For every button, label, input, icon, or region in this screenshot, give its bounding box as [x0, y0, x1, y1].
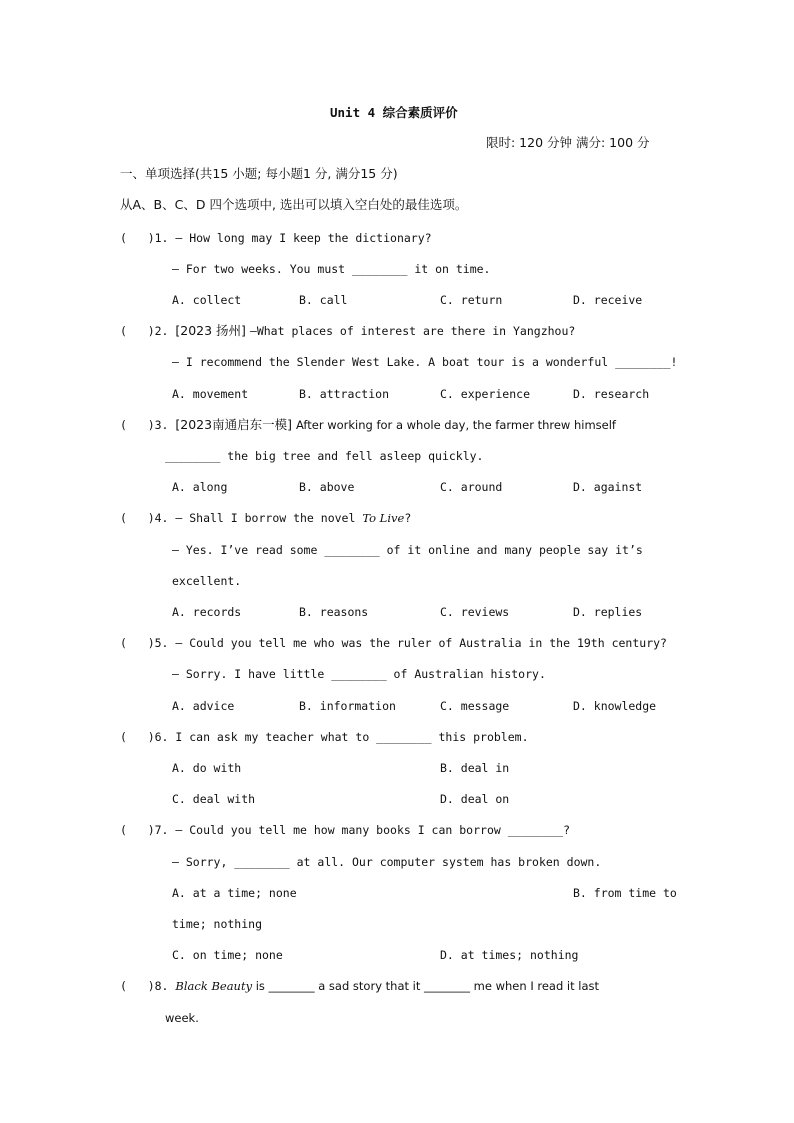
question-7-response: — Sorry, ________ at all. Our computer system has broken down. — [172, 855, 602, 869]
option-7d: D. at times; nothing — [440, 948, 579, 962]
option-4b: B. reasons — [299, 605, 369, 619]
section-instruction: 从A、B、C、D 四个选项中, 选出可以填入空白处的最佳选项。 — [120, 197, 468, 212]
option-7b: B. from time to — [573, 886, 677, 900]
question-8: ( )8. Black Beauty is ________ a sad story that it ________ me when I read it last — [120, 979, 600, 993]
question-1-response: — For two weeks. You must ________ it on time. — [172, 262, 491, 276]
option-5d: D. knowledge — [573, 699, 657, 713]
option-2b: B. attraction — [299, 387, 390, 401]
question-2: ( )2. [2023 扬州] —What places of interest are there in Yangzhou? — [120, 323, 576, 338]
option-3a: A. along — [172, 480, 228, 494]
option-4c: C. reviews — [440, 605, 510, 619]
option-3d: D. against — [573, 480, 643, 494]
option-1c: C. return — [440, 293, 503, 307]
question-3: ( )3. [2023南通启东一模] After working for a whole day, the farmer threw himself — [120, 417, 616, 432]
option-6d: D. deal on — [440, 792, 510, 806]
question-7: ( )7. — Could you tell me how many books I can borrow ________? — [120, 823, 571, 837]
page-title: Unit 4 综合素质评价 — [330, 105, 458, 120]
question-2-response: — I recommend the Slender West Lake. A boat tour is a wonderful ________! — [172, 355, 678, 369]
option-5b: B. information — [299, 699, 396, 713]
option-6c: C. deal with — [172, 792, 256, 806]
question-6: ( )6. I can ask my teacher what to ________ this problem. — [120, 730, 529, 744]
question-4-continued: excellent. — [172, 574, 242, 588]
option-1a: A. collect — [172, 293, 242, 307]
option-5c: C. message — [440, 699, 510, 713]
option-7c: C. on time; none — [172, 948, 283, 962]
question-5-response: — Sorry. I have little ________ of Australian history. — [172, 667, 546, 681]
option-7a: A. at a time; none — [172, 886, 297, 900]
time-score-info: 限时: 120 分钟 满分: 100 分 — [486, 135, 650, 150]
option-3b: B. above — [299, 480, 355, 494]
question-4-response: — Yes. I’ve read some ________ of it online and many people say it’s — [172, 543, 643, 557]
option-4a: A. records — [172, 605, 242, 619]
question-1: ( )1. — How long may I keep the dictionary? — [120, 231, 432, 245]
option-3c: C. around — [440, 480, 503, 494]
option-2c: C. experience — [440, 387, 531, 401]
option-1d: D. receive — [573, 293, 643, 307]
option-6b: B. deal in — [440, 761, 510, 775]
question-5: ( )5. — Could you tell me who was the ruler of Australia in the 19th century? — [120, 636, 667, 650]
question-3-continued: ________ the big tree and fell asleep quickly. — [165, 449, 484, 463]
question-8-continued: week. — [165, 1011, 199, 1025]
option-7b-continued: time; nothing — [172, 917, 263, 931]
option-2d: D. research — [573, 387, 650, 401]
option-2a: A. movement — [172, 387, 249, 401]
option-4d: D. replies — [573, 605, 643, 619]
section-heading: 一、单项选择(共15 小题; 每小题1 分, 满分15 分) — [120, 166, 398, 181]
question-4: ( )4. — Shall I borrow the novel To Live? — [120, 511, 412, 525]
option-6a: A. do with — [172, 761, 242, 775]
option-5a: A. advice — [172, 699, 235, 713]
option-1b: B. call — [299, 293, 348, 307]
